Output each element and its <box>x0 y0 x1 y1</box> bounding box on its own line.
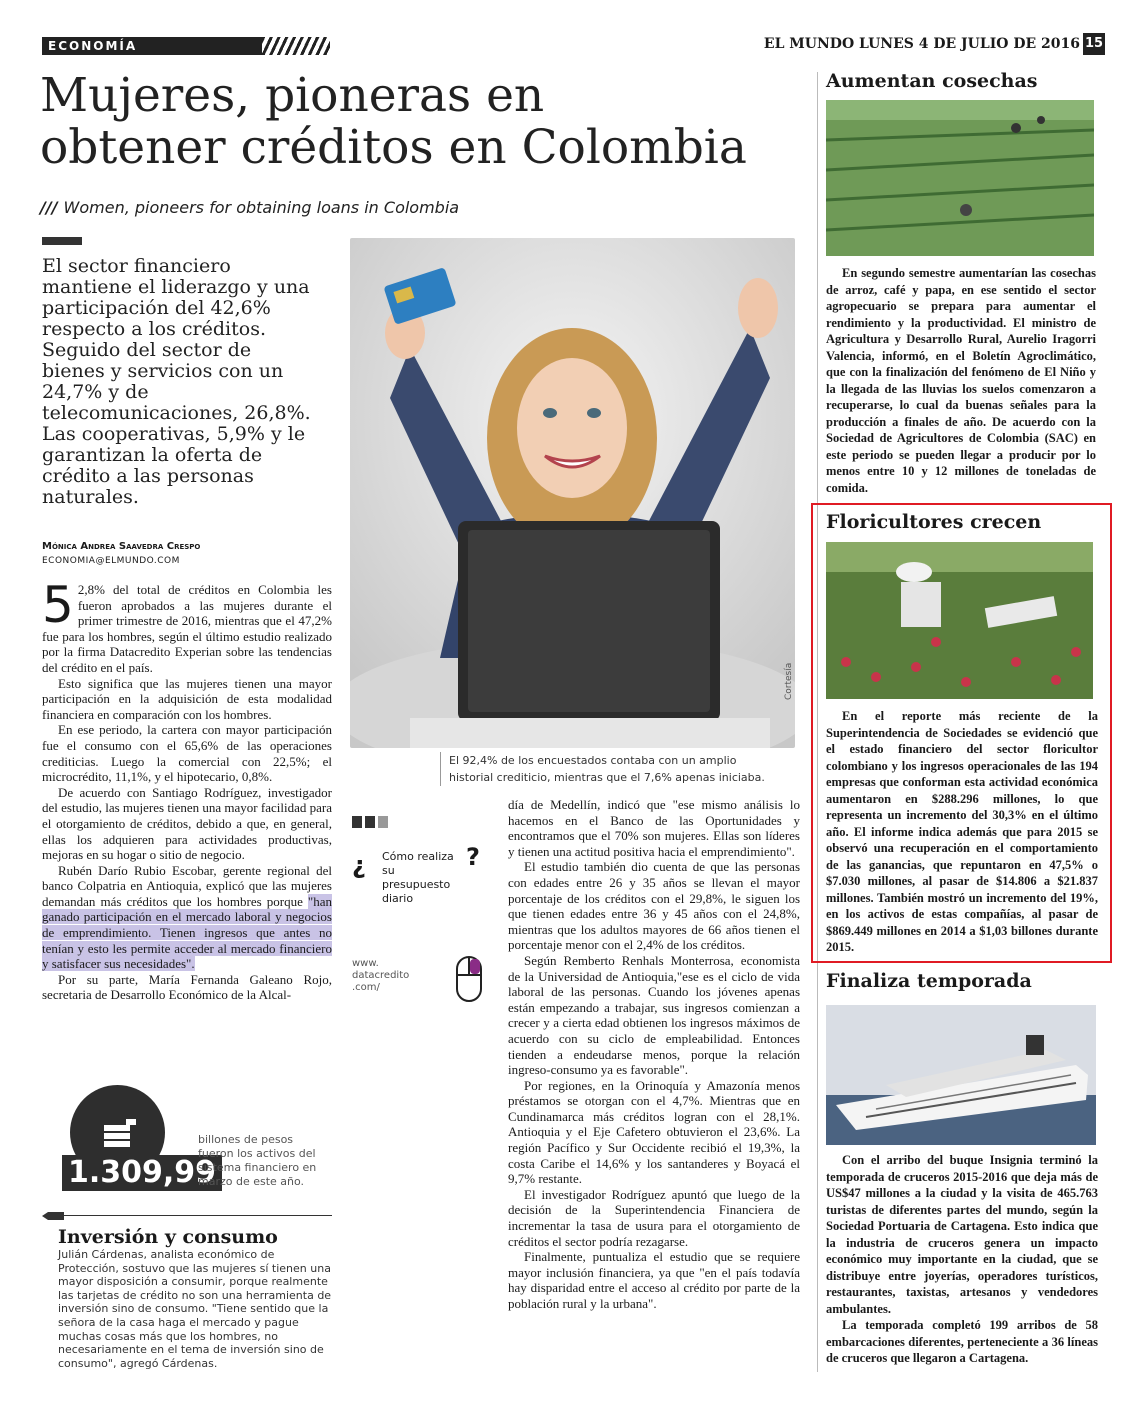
stat-value: 1.309,99 <box>62 1155 222 1191</box>
col1-paragraph-6: Por su parte, María Fernanda Galeano Rojo, secretaria de Desarrollo Económico de la Alcal- <box>42 971 332 1003</box>
col2-paragraph-6: Finalmente, puntualiza el estudio que se requiere mayor inclusión financiera, ya que "en el país todavía hay disparidad entre el acceso al crédito por parte de la población rural y la urbana". <box>508 1249 800 1311</box>
col1-paragraph-4: De acuerdo con Santiago Rodríguez, investigador del estudio, las mujeres tienen una mayor facilidad para el otorgamiento de créditos, debido a que, en general, ellas los adquieren para actividades productivas, mejoras en su hogar o sitio de negocio. <box>42 784 332 863</box>
website-link[interactable]: www. datacredito .com/ <box>352 958 410 993</box>
subtitle-slashes: /// <box>40 198 58 217</box>
lead-paragraph: El sector financiero mantiene el liderazgo y una participación del 42,6% respecto a los créditos. Seguido del sector de bienes y servicios con un 24,7% y de telecomunicaciones, 26,8%. Las cooperativas, 5,9% y le garantizan la oferta de crédito a las personas naturales. <box>42 255 311 508</box>
col1-paragraph-2: Esto significa que las mujeres tienen una mayor participación en la adquisición de esta modalidad financiera en comparación con los hombres. <box>42 675 332 722</box>
section-tag: ECONOMÍA <box>42 37 262 55</box>
inversion-body: Julián Cárdenas, analista económico de Protección, sostuvo que las mujeres sí tienen una mayor disposición a consumir, porque realmente las tarjetas de crédito no son una herramienta de inversión sino de consumo. "Tiene sentido que la señora de la casa haga el mercado y pague muchas cosas más que los hombres, no necesariamente en el tema de inversión sino de consumo", agregó Cárdenas. <box>58 1248 332 1370</box>
col1-paragraph-1: 2,8% del total de créditos en Colombia les fueron aprobados a las mujeres durante el primer trimestre de 2016, mientras que el 47,2% fue para los hombres, según el último estudio realizado por la firma Datacredito Experian sobre las tendencias del crédito en el país. <box>42 582 332 675</box>
article-column-1 <box>42 576 332 1003</box>
sidebar-body-temporada <box>826 1152 1098 1367</box>
article-column-2 <box>508 797 800 1312</box>
inversion-title: Inversión y consumo <box>58 1226 278 1248</box>
headline-line-1: Mujeres, pioneras en <box>40 68 545 123</box>
sidebar-title-temporada: Finaliza temporada <box>826 970 1032 992</box>
sidebar-body-floricultores <box>826 708 1098 956</box>
mouse-icon <box>455 955 483 1003</box>
col2-paragraph-2: El estudio también dio cuenta de que las personas con edades entre 26 y 35 años se llevan el mayor porcentaje de los créditos con el 29,8%, le siguen los que tienen edades entre 36 y 45 años con el 24,8%, mientras que los adultos mayores de 66 años tienen el porcentaje menor con el 2,4% de los créditos. <box>508 859 800 953</box>
col2-paragraph-5: El investigador Rodríguez apuntó que luego de la decisión de la Superintendencia Financiera de incrementar la tasa de usura para el otorgamiento de créditos el sector podría rezagarse. <box>508 1186 800 1249</box>
photo-credit: Cortesía <box>784 662 794 700</box>
subtitle <box>40 198 459 217</box>
col1-paragraph-5-a: Rubén Darío Rubio Escobar, gerente regional del banco Colpatria en Antioquia, explicó que las mujeres demandan más créditos que los hombres porque <box>42 862 332 909</box>
question-box <box>352 843 482 906</box>
page-number: 15 <box>1083 33 1105 55</box>
subtitle-text: Women, pioneers for obtaining loans in Colombia <box>63 198 460 217</box>
crops-photo <box>826 100 1094 256</box>
sidebar-title-floricultores: Floricultores crecen <box>826 511 1042 533</box>
question-text: Cómo realiza su presupuesto diario <box>382 850 454 905</box>
pencil-icon <box>42 1212 64 1220</box>
drop-cap: 5 <box>42 576 74 634</box>
flowers-photo <box>826 542 1093 699</box>
bar-chart-icon <box>352 816 388 828</box>
col1-paragraph-5 <box>42 863 332 972</box>
sidebar-text-temporada-1: Con el arribo del buque Insignia terminó la temporada de cruceros 2015-2016 que deja más de US$47 millones a la ciudad y la visita de 465.763 turistas de diferentes partes del mundo, según la Sociedad Portuaria de Cartagena. Esto indica que la industria de cruceros genera un impacto económico muy importante en la ciudad, que se distribuye entre joyerías, operadores turísticos, restaurantes, taxistas, artesanos y vendedores ambulantes. <box>826 1153 1098 1316</box>
col2-paragraph-3: Según Remberto Renhals Monterrosa, economista de la Universidad de Antioquia,"ese es el ciclo de vida laboral de las personas. Cuando los jóvenes apenas están empezando a trabajar, sus ingresos comienzan a crecer y a cierta edad obtienen los ingresos máximos de acuerdo con su ciclo de empleabilidad. Entonces tienden a endeudarse menos, porque la relación ingreso-consumo ya es favorable". <box>508 952 800 1078</box>
col1-paragraph-3: En ese periodo, la cartera con mayor participación fue el consumo con el 65,6% de las operaciones crediticias. Luego la comercial con 22,5%; el microcrédito, 11,1%, y el hipotecario, 0,8%. <box>42 722 332 785</box>
inv-divider <box>62 1215 332 1216</box>
stat-description: billones de pesos fueron los activos del sistema financiero en marzo de este año. <box>198 1133 317 1188</box>
highlighted-quote: "han ganado participación en el mercado laboral y negocios de emprendimiento. Tienen ingresos que antes no tenían y esto les permite acceder al mercado financiero y satisfacer sus necesidades". <box>42 893 332 972</box>
lead-bar <box>42 237 82 245</box>
headline-line-2: obtener créditos en Colombia <box>40 120 747 175</box>
sidebar-body-cosechas <box>826 265 1096 496</box>
photo-caption: El 92,4% de los encuestados contaba con un amplio historial crediticio, mientras que el 7,6% apenas iniciaba. <box>440 752 769 786</box>
col2-paragraph-4: Por regiones, en la Orinoquía y Amazonía menos préstamos se otorgan con el 4,7%. Mientras que en Cundinamarca más créditos logran con el 28,1%. Antioquia y el Eje Cafetero obtuvieron el 23,6%. La región Pacífico y Sur Occidente recibió el 19,3%, la costa Caribe el 14,6% y los santanderes y Boyacá el 9,7% restante. <box>508 1077 800 1187</box>
author-byline: Mónica Andrea Saavedra Crespo <box>42 541 201 552</box>
woman-with-card-illustration <box>350 238 795 748</box>
headline <box>40 70 810 174</box>
question-mark-open: ¿ <box>352 851 366 879</box>
col2-paragraph-1: día de Medellín, indicó que "ese mismo análisis lo hacemos en el Banco de las Oportunidades y encontramos que el 70% son mujeres. Ellas son líderes y tienen una actitud positiva hacia el emprendimiento". <box>508 797 800 859</box>
sidebar-text-floricultores: En el reporte más reciente de la Superintendencia de Sociedades se evidenció que el estado financiero del sector floricultor colombiano y los ingresos operacionales de las 194 empresas que conforman esta actividad económica aumentaron en $288.296 millones, lo que representa un incremento del 30,3% en el último año. El informe indica además que para 2015 se observó una recuperación en el comportamiento de las ganancias, que repuntaron en 47,5% o $7.030 millones, al pasar de $14.806 a $21.837 millones. También mostró un incremento del 19%, en los activos de estas compañías, al pasar de $869.449 millones en 2014 a $1,03 billones durante 2015. <box>826 709 1098 954</box>
sidebar-title-cosechas: Aumentan cosechas <box>826 70 1038 92</box>
main-photo <box>350 238 795 748</box>
question-mark-close: ? <box>466 843 480 871</box>
sidebar-text-temporada-2: La temporada completó 199 arribos de 58 embarcaciones diferentes, perteneciente a 36 líneas de cruceros que llegaron a Cartagena. <box>826 1318 1098 1365</box>
section-tag-stripes <box>262 37 330 55</box>
author-email: ECONOMIA@ELMUNDO.COM <box>42 556 180 566</box>
masthead: EL MUNDO LUNES 4 DE JULIO DE 2016 <box>763 36 1080 52</box>
sidebar-text-cosechas: En segundo semestre aumentarían las cosechas de arroz, café y papa, en ese sentido el sector agropecuario se prepara para aumentar el rendimiento y la productividad. El ministro de Agricultura y Desarrollo Rural, Aurelio Iragorri Valencia, informó, en el Boletín Agroclimático, que con la finalización del fenómeno de El Niño y la llegada de las lluvias los suelos comenzaron a recuperarse, lo cual da buenas señales para la producción a finales de año. De acuerdo con la Sociedad de Agricultores de Colombia (SAC) en este periodo se pueden llegar a producir por lo menos entre 10 y 12 millones de toneladas de comida. <box>826 266 1096 495</box>
cruise-ship-photo <box>826 1005 1096 1145</box>
